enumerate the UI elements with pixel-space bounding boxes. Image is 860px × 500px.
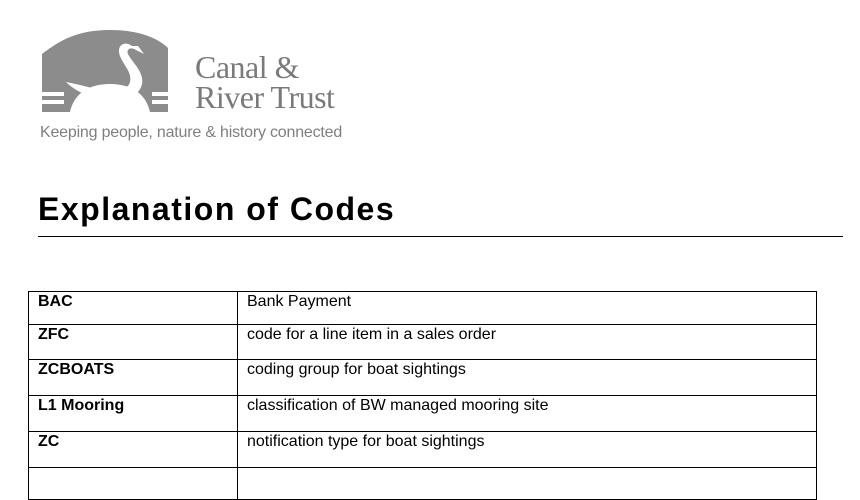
description-cell <box>238 468 817 500</box>
tagline: Keeping people, nature & history connected <box>40 124 343 141</box>
description-cell: Bank Payment <box>238 292 817 325</box>
swan-bridge-logo-icon <box>40 28 180 114</box>
description-cell: code for a line item in a sales order <box>238 325 817 360</box>
table-row <box>29 468 817 500</box>
table-row <box>29 360 817 396</box>
code-cell <box>29 468 238 500</box>
code-cell: L1 Mooring <box>29 396 238 432</box>
org-name-line-1: Canal & <box>195 49 300 85</box>
codes-table <box>28 291 817 500</box>
code-cell: ZCBOATS <box>29 360 238 396</box>
description-cell: notification type for boat sightings <box>238 432 817 468</box>
code-cell: ZFC <box>29 325 238 360</box>
page-title: Explanation of Codes <box>38 191 396 227</box>
description-cell: classification of BW managed mooring site <box>238 396 817 432</box>
table-row <box>29 432 817 468</box>
code-cell: BAC <box>29 292 238 325</box>
organization-name <box>195 49 335 115</box>
code-cell: ZC <box>29 432 238 468</box>
table-row <box>29 396 817 432</box>
table-row <box>29 325 817 360</box>
org-name-line-2: River Trust <box>195 79 335 115</box>
title-divider <box>38 236 843 237</box>
description-cell: coding group for boat sightings <box>238 360 817 396</box>
table-row <box>29 292 817 325</box>
